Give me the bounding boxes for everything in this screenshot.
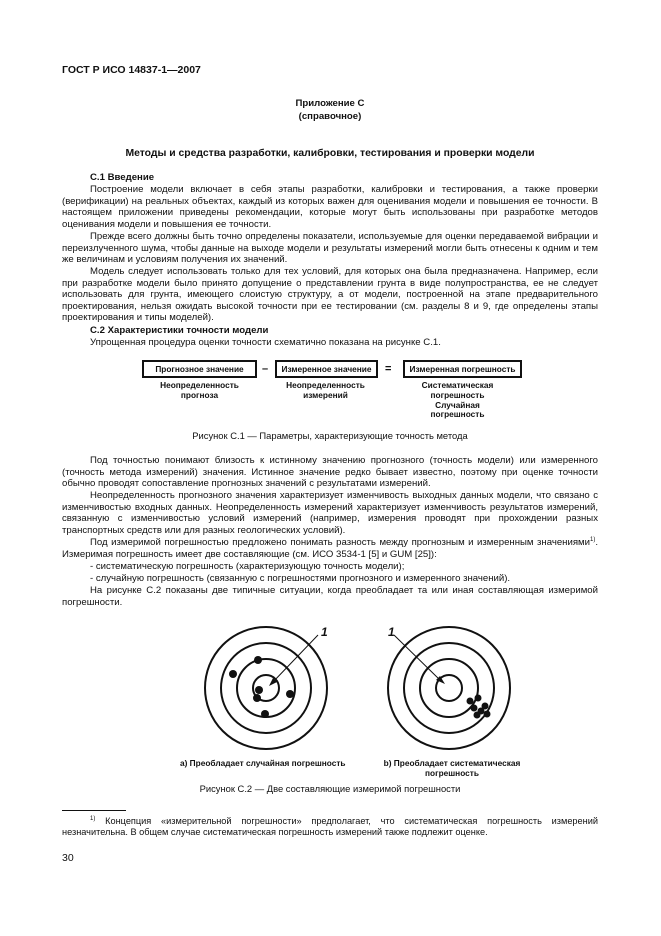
target-random-error: [205, 627, 327, 749]
marker-label-b: 1: [388, 625, 395, 639]
target-systematic-error: [388, 627, 510, 749]
footnote: $^{1)}$ Концепция «измерительной погрешности» предполагает, что систематическая погрешность измерений незначительна. В общем случае систематическая погрешность измерений также подлежит оценке.: [62, 815, 598, 838]
minus-operator: –: [262, 363, 269, 375]
list-item-systematic: - систематическую погрешность (характеризующую точность модели);: [90, 561, 405, 572]
figure-c1-caption: Рисунок С.1 — Параметры, характеризующие точность метода: [192, 430, 468, 441]
figure-c2-targets: [195, 618, 525, 758]
footnote-mark: 1): [90, 815, 96, 822]
paragraph-measurable-error: Под измеримой погрешностью предложено понимать разность между прогнозным и измеренным значениями$^{1)}$. Измеримая погрешность имеет две составляющие (см. ИСО 3534-1 [5] и GUM [25]):: [62, 536, 598, 560]
box-measured-value: Измеренное значение: [275, 360, 378, 378]
main-title: Методы и средства разработки, калибровки, тестирования и проверки модели: [125, 148, 535, 159]
error-components-label: Систематическая погрешность Случайная погрешность: [421, 380, 494, 420]
figure-c2-caption: Рисунок С.2 — Две составляющие измеримой погрешности: [199, 783, 461, 794]
paragraph-c2-1: Упрощенная процедура оценки точности схематично показана на рисунке С.1.: [90, 337, 441, 348]
paragraph-c1-2: Прежде всего должны быть точно определены показатели, используемые для оценки передаваемой вибрации и переизлученного шума, чтобы данные на выходе модели и результаты измерений могли быть отнесены к одним и тем же величинам и условиям получения их значений.: [62, 231, 598, 266]
marker-label-a: 1: [321, 625, 328, 639]
appendix-title: Приложение С: [295, 98, 365, 109]
section-heading-c1: С.1 Введение: [90, 172, 155, 183]
box-measured-error: Измеренная погрешность: [403, 360, 522, 378]
appendix-subtitle: (справочное): [298, 111, 362, 122]
equals-operator: =: [385, 363, 392, 375]
paragraph-figure-ref: На рисунке С.2 показаны две типичные ситуации, когда преобладает та или иная составляющая измеримой погрешности.: [62, 585, 598, 608]
paragraph-uncertainty: Неопределенность прогнозного значения характеризует изменчивость выходных данных модели, что связано с изменчивостью входных данных. Неопределенность измерений характеризует изменчивость результатов измерений, связанную с изменчивостью условий измерений (например, измерения проводят при прохождении разных транспортных средств или для разных геологических условий).: [62, 490, 598, 536]
paragraph-c1-1: Построение модели включает в себя этапы разработки, калибровки и тестирования, а также проверки (верификации) на реальных объектах, каждый из которых важен для оценивания модели и повышения ее точности. В настоящем приложении приведены рекомендации, которые могут быть использованы при разработке методов оценивания модели и повышения ее точности.: [62, 184, 598, 230]
document-header: ГОСТ Р ИСО 14837-1—2007: [62, 64, 201, 76]
box-predicted-value: Прогнозное значение: [142, 360, 257, 378]
list-item-random: - случайную погрешность (связанную с погрешностями прогнозного и измеренного значений).: [90, 573, 511, 584]
measurement-uncertainty-label: Неопределенность измерений: [286, 380, 365, 400]
paragraph-c1-3: Модель следует использовать только для тех условий, для которых она была предназначена. Например, если при разработке модели было принято допущение о представлении грунта в виде полупространства, ее не следует использовать для грунта, имеющего слоистую структуру, а от модели, построенной на этапе предварительного проектирования, нельзя ожидать высокой точности при ее тестировании (см. разделы 8 и 9, где определены этапы проектирования и типы моделей).: [62, 266, 598, 324]
page-number: 30: [62, 852, 74, 864]
prediction-uncertainty-label: Неопределенность прогноза: [160, 380, 239, 400]
paragraph-accuracy: Под точностью понимают близость к истинному значению прогнозного (точность модели) или измеренного (точность метода измерений) значения. Истинное значение редко бывает известно, поэтому при оценке точности обычно проводят сопоставление прогнозных значений с результатами измерений.: [62, 455, 598, 490]
footnote-separator: [62, 810, 126, 811]
footnote-reference: 1): [589, 536, 596, 543]
caption-a: а) Преобладает случайная погрешность: [180, 758, 346, 768]
section-heading-c2: С.2 Характеристики точности модели: [90, 325, 269, 336]
caption-b: b) Преобладает систематическая погрешность: [383, 758, 521, 778]
